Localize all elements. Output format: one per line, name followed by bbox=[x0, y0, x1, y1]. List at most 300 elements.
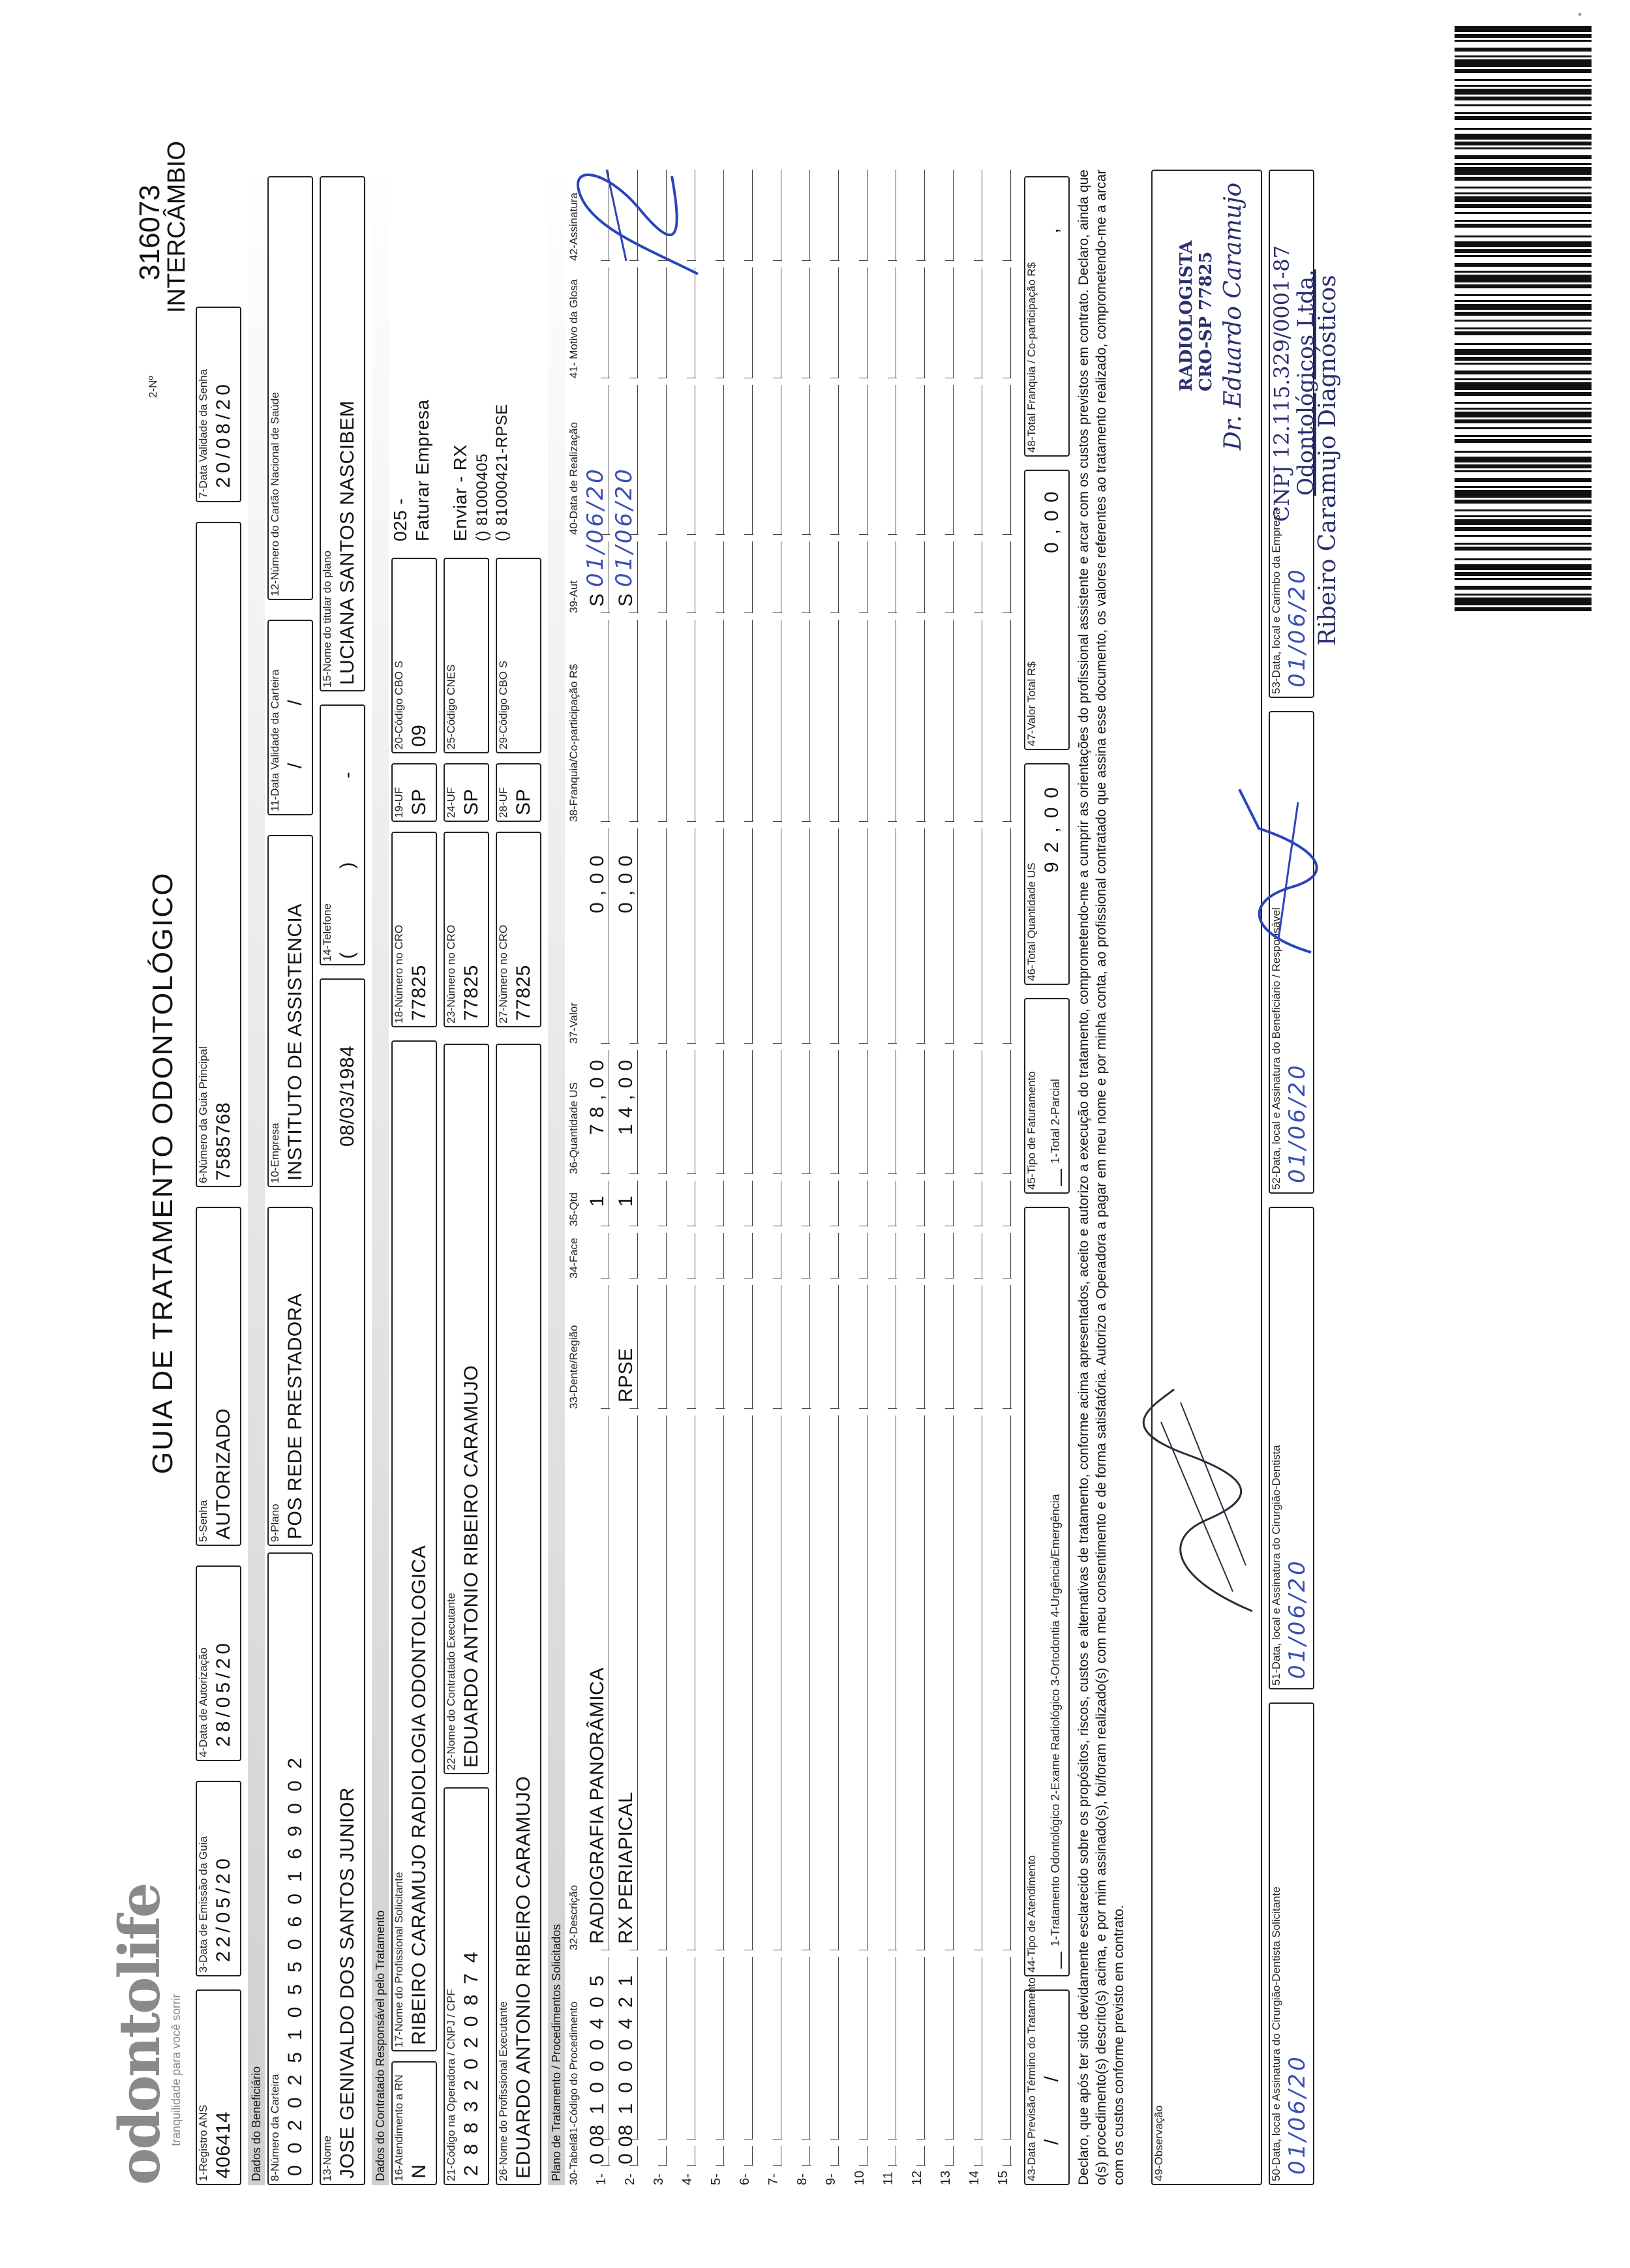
cell-underline[interactable] bbox=[1010, 1285, 1011, 1409]
cell-underline[interactable] bbox=[723, 1181, 724, 1226]
barcode-bar bbox=[1455, 402, 1592, 404]
cell-underline[interactable] bbox=[666, 620, 667, 822]
cell-tick bbox=[687, 1408, 696, 1409]
barcode-bar bbox=[1455, 85, 1592, 87]
cell-tick bbox=[716, 534, 725, 535]
cell-underline[interactable] bbox=[1010, 2146, 1011, 2166]
cell-underline[interactable] bbox=[809, 267, 810, 378]
cell-underline[interactable] bbox=[637, 1181, 638, 1226]
cell-underline[interactable] bbox=[924, 620, 925, 822]
cell-tick bbox=[629, 612, 639, 613]
executing-professional: EDUARDO ANTONIO RIBEIRO CARAMUJO bbox=[513, 1776, 534, 2179]
cell-tick bbox=[916, 260, 926, 261]
barcode-bar bbox=[1455, 59, 1592, 67]
barcode-bar bbox=[1455, 558, 1592, 560]
barcode bbox=[1455, 26, 1592, 626]
cell-underline[interactable] bbox=[924, 1415, 925, 1950]
cell-underline[interactable] bbox=[809, 385, 810, 535]
rn-attendance: N bbox=[408, 2164, 430, 2179]
cell-underline[interactable] bbox=[637, 541, 638, 613]
cell-underline[interactable] bbox=[666, 1181, 667, 1226]
password-validity: 20/08/20 bbox=[213, 380, 234, 488]
cell-tick bbox=[687, 1043, 696, 1044]
cell-underline[interactable] bbox=[752, 828, 753, 1044]
cell-underline[interactable] bbox=[637, 2146, 638, 2166]
barcode-bar bbox=[1455, 112, 1592, 114]
barcode-bar bbox=[1455, 249, 1592, 253]
cell-tick bbox=[888, 260, 897, 261]
cell-underline[interactable] bbox=[953, 1957, 954, 2139]
cell-tick bbox=[629, 1408, 639, 1409]
barcode-bar bbox=[1455, 327, 1592, 329]
cell-underline[interactable] bbox=[867, 267, 868, 378]
cell-tick bbox=[687, 534, 696, 535]
barcode-bar bbox=[1455, 464, 1592, 468]
barcode-bar bbox=[1455, 48, 1592, 52]
cell-underline[interactable] bbox=[723, 541, 724, 613]
cell-underline[interactable] bbox=[637, 385, 638, 535]
row-number: 12 bbox=[910, 2170, 924, 2185]
barcode-bar bbox=[1455, 263, 1592, 267]
row-us-quantity: 78,00 bbox=[586, 1053, 608, 1135]
row-number: 3- bbox=[652, 2173, 666, 2185]
dentist-signature bbox=[1135, 1383, 1265, 1618]
cell-underline[interactable] bbox=[1010, 828, 1011, 1044]
cell-underline[interactable] bbox=[838, 1415, 839, 1950]
barcode-bar bbox=[1455, 187, 1592, 189]
cell-tick bbox=[802, 1173, 811, 1174]
barcode-bar bbox=[1455, 155, 1592, 159]
card-validity: / / bbox=[284, 673, 306, 768]
cell-underline[interactable] bbox=[924, 267, 925, 378]
barcode-bar bbox=[1455, 224, 1592, 228]
logo-text: odontolife bbox=[107, 1884, 173, 2185]
field-7: 7-Data Validade da Senha 20/08/20 bbox=[196, 307, 241, 502]
plan-header-38: 38-Franquia/Co-participação R$ bbox=[567, 664, 580, 822]
attendance-type-box[interactable] bbox=[1046, 1952, 1062, 1969]
section-contracted: Dados do Contratado Responsável pelo Tratamento bbox=[372, 163, 389, 2185]
field-26: 26-Nome do Profissional Executante EDUARDO ANTONIO RIBEIRO CARAMUJO bbox=[496, 1044, 541, 2185]
barcode-bar bbox=[1455, 419, 1592, 423]
cell-underline[interactable] bbox=[838, 541, 839, 613]
cell-underline[interactable] bbox=[924, 1050, 925, 1174]
cell-underline[interactable] bbox=[666, 1957, 667, 2139]
cell-underline[interactable] bbox=[809, 2146, 810, 2166]
cell-tick bbox=[744, 612, 753, 613]
company-name: INSTITUTO DE ASSISTENCIA bbox=[284, 903, 306, 1181]
cell-underline[interactable] bbox=[1010, 1415, 1011, 1950]
cell-underline[interactable] bbox=[723, 2146, 724, 2166]
cell-underline[interactable] bbox=[953, 620, 954, 822]
cell-underline[interactable] bbox=[723, 1285, 724, 1409]
cell-underline[interactable] bbox=[867, 1415, 868, 1950]
cell-underline[interactable] bbox=[752, 385, 753, 535]
cell-tick bbox=[1003, 260, 1012, 261]
cell-underline[interactable] bbox=[867, 2146, 868, 2166]
cell-tick bbox=[974, 1408, 983, 1409]
cell-underline[interactable] bbox=[924, 541, 925, 613]
cell-underline[interactable] bbox=[924, 1181, 925, 1226]
cell-tick bbox=[687, 612, 696, 613]
cell-underline[interactable] bbox=[752, 2146, 753, 2166]
cell-underline[interactable] bbox=[1010, 1050, 1011, 1174]
cell-underline[interactable] bbox=[723, 267, 724, 378]
barcode-bar bbox=[1455, 490, 1592, 498]
cell-tick bbox=[830, 821, 839, 822]
cell-underline[interactable] bbox=[838, 828, 839, 1044]
cell-underline[interactable] bbox=[723, 1050, 724, 1174]
barcode-bar bbox=[1455, 331, 1592, 335]
cell-underline[interactable] bbox=[723, 170, 724, 261]
cell-underline[interactable] bbox=[953, 1050, 954, 1174]
cell-underline[interactable] bbox=[838, 385, 839, 535]
cell-tick bbox=[629, 821, 639, 822]
field-6: 6-Número da Guia Principal 7585768 bbox=[196, 522, 241, 1187]
cell-underline[interactable] bbox=[867, 620, 868, 822]
cell-underline[interactable] bbox=[637, 1957, 638, 2139]
cell-underline[interactable] bbox=[867, 1181, 868, 1226]
cell-underline[interactable] bbox=[637, 1415, 638, 1950]
cell-underline[interactable] bbox=[838, 1957, 839, 2139]
field-44: 44-Tipo de Atendimento 1-Tratamento Odontológico 2-Exame Radiológico 3-Ortodontia 4-Urgência/Emergência bbox=[1024, 1207, 1070, 1976]
cell-tick bbox=[716, 260, 725, 261]
requesting-cbo: 09 bbox=[408, 724, 430, 747]
cell-underline[interactable] bbox=[924, 1233, 925, 1278]
stamp-company-name: Ribeiro Caramujo Diagnósticos bbox=[1314, 275, 1341, 646]
field-53: 53-Data, local e Carimbo da Empresa 01/06/20 bbox=[1269, 170, 1314, 698]
cell-tick bbox=[716, 1408, 725, 1409]
cell-tick bbox=[945, 1173, 954, 1174]
barcode-bar bbox=[1455, 300, 1592, 302]
plan-header-31: 31-Código do Procedimento bbox=[567, 2001, 580, 2139]
barcode-bar bbox=[1455, 241, 1592, 247]
plan-header-36: 36-Quantidade US bbox=[567, 1082, 580, 1174]
guide-number: 316073 bbox=[134, 185, 166, 280]
cell-underline[interactable] bbox=[953, 1233, 954, 1278]
cell-tick bbox=[974, 534, 983, 535]
row-number: 7- bbox=[766, 2173, 781, 2185]
field-47: 47-Valor Total R$ 0,00 bbox=[1024, 470, 1070, 750]
field-18: 18-Número no CRO 77825 bbox=[391, 832, 437, 1027]
cell-underline[interactable] bbox=[1010, 267, 1011, 378]
barcode-bar bbox=[1455, 486, 1592, 488]
cell-tick bbox=[859, 612, 868, 613]
cell-tick bbox=[888, 2165, 897, 2166]
cell-underline[interactable] bbox=[752, 541, 753, 613]
cell-underline[interactable] bbox=[953, 1285, 954, 1409]
cell-underline[interactable] bbox=[752, 267, 753, 378]
cell-underline[interactable] bbox=[637, 1285, 638, 1409]
cell-underline[interactable] bbox=[1010, 1957, 1011, 2139]
cell-tick bbox=[830, 1173, 839, 1174]
cell-tick bbox=[629, 2165, 639, 2166]
page-title: GUIA DE TRATAMENTO ODONTOLÓGICO bbox=[147, 871, 179, 1474]
cell-tick bbox=[658, 821, 667, 822]
cell-underline[interactable] bbox=[867, 1233, 868, 1278]
barcode-bar bbox=[1455, 34, 1592, 38]
cell-tick bbox=[830, 260, 839, 261]
total-us: 92,00 bbox=[1041, 778, 1063, 873]
row-quantity: 1 bbox=[586, 1195, 608, 1207]
cell-tick bbox=[802, 821, 811, 822]
cell-underline[interactable] bbox=[1010, 1233, 1011, 1278]
cell-underline[interactable] bbox=[723, 1233, 724, 1278]
cell-underline[interactable] bbox=[924, 170, 925, 261]
cell-underline[interactable] bbox=[867, 1957, 868, 2139]
barcode-bar bbox=[1455, 500, 1592, 504]
cell-underline[interactable] bbox=[723, 1415, 724, 1950]
barcode-bar bbox=[1455, 527, 1592, 531]
cell-underline[interactable] bbox=[953, 541, 954, 613]
scan-mark bbox=[1578, 13, 1581, 16]
cell-tick bbox=[802, 260, 811, 261]
cell-underline[interactable] bbox=[637, 828, 638, 1044]
cell-underline[interactable] bbox=[809, 541, 810, 613]
cell-tick bbox=[859, 2165, 868, 2166]
cell-underline[interactable] bbox=[666, 1285, 667, 1409]
barcode-bar bbox=[1455, 294, 1592, 296]
cell-underline[interactable] bbox=[867, 541, 868, 613]
cell-underline[interactable] bbox=[838, 2146, 839, 2166]
executing-contractor: EDUARDO ANTONIO RIBEIRO CARAMUJO bbox=[460, 1365, 482, 1768]
cell-underline[interactable] bbox=[666, 541, 667, 613]
cell-tick bbox=[916, 1043, 926, 1044]
cell-underline[interactable] bbox=[666, 1415, 667, 1950]
cell-underline[interactable] bbox=[1010, 385, 1011, 535]
barcode-bar bbox=[1455, 543, 1592, 545]
stamp-role: RADIOLOGISTA bbox=[1177, 240, 1196, 391]
plan-header-40: 40-Data de Realização bbox=[567, 422, 580, 535]
barcode-bar bbox=[1455, 304, 1592, 310]
cell-underline[interactable] bbox=[752, 1957, 753, 2139]
cell-underline[interactable] bbox=[752, 620, 753, 822]
cell-underline[interactable] bbox=[752, 1285, 753, 1409]
cell-underline[interactable] bbox=[752, 1050, 753, 1174]
cell-tick bbox=[945, 1043, 954, 1044]
cell-underline[interactable] bbox=[809, 1285, 810, 1409]
cell-underline[interactable] bbox=[809, 1233, 810, 1278]
cell-underline[interactable] bbox=[924, 385, 925, 535]
plan-header-35: 35-Qtd bbox=[567, 1192, 580, 1226]
cell-tick bbox=[687, 2165, 696, 2166]
cell-underline[interactable] bbox=[666, 1233, 667, 1278]
row-description: RX PERIAPICAL bbox=[615, 1791, 637, 1944]
cell-underline[interactable] bbox=[838, 1285, 839, 1409]
cell-underline[interactable] bbox=[924, 2146, 925, 2166]
cell-tick bbox=[601, 1408, 610, 1409]
barcode-bar bbox=[1455, 392, 1592, 396]
cell-underline[interactable] bbox=[924, 1957, 925, 2139]
billing-type-box[interactable] bbox=[1046, 1169, 1062, 1186]
cell-underline[interactable] bbox=[752, 1181, 753, 1226]
stamp-cro: CRO-SP 77825 bbox=[1196, 251, 1216, 391]
cell-underline[interactable] bbox=[838, 620, 839, 822]
barcode-bar bbox=[1455, 586, 1592, 590]
barcode-bar bbox=[1455, 509, 1592, 511]
barcode-bar bbox=[1455, 128, 1592, 130]
cell-tick bbox=[859, 260, 868, 261]
cell-tick bbox=[773, 534, 782, 535]
cell-underline[interactable] bbox=[867, 1285, 868, 1409]
field-19: 19-UF SP bbox=[391, 763, 437, 822]
barcode-bar bbox=[1455, 594, 1592, 596]
cell-underline[interactable] bbox=[809, 170, 810, 261]
cell-underline[interactable] bbox=[953, 1181, 954, 1226]
card-number: 0020251055060169002 bbox=[284, 1746, 306, 2176]
cell-underline[interactable] bbox=[809, 828, 810, 1044]
cell-underline[interactable] bbox=[809, 1050, 810, 1174]
row-number: 8- bbox=[795, 2173, 809, 2185]
row-table: 00 bbox=[615, 2129, 637, 2164]
row-number: 6- bbox=[738, 2173, 752, 2185]
cell-underline[interactable] bbox=[867, 385, 868, 535]
cell-underline[interactable] bbox=[953, 170, 954, 261]
cell-underline[interactable] bbox=[1010, 1181, 1011, 1226]
cell-underline[interactable] bbox=[723, 385, 724, 535]
cell-tick bbox=[744, 1043, 753, 1044]
cell-tick bbox=[974, 1043, 983, 1044]
cell-tick bbox=[716, 821, 725, 822]
company-stamp-date: 01/06/20 bbox=[1284, 567, 1310, 688]
stamp-cnpj: CNPJ 12.115.329/0001-87 bbox=[1269, 245, 1294, 522]
cell-underline[interactable] bbox=[666, 2146, 667, 2166]
note-code-2: () 81000421-RPSE bbox=[493, 404, 511, 541]
barcode-bar bbox=[1455, 235, 1592, 237]
note-code: 025 - bbox=[390, 498, 410, 541]
cell-tick bbox=[1003, 534, 1012, 535]
barcode-bar bbox=[1455, 255, 1592, 257]
cell-underline[interactable] bbox=[809, 620, 810, 822]
cell-underline[interactable] bbox=[637, 1050, 638, 1174]
cell-tick bbox=[888, 612, 897, 613]
cell-underline[interactable] bbox=[637, 620, 638, 822]
field-9: 9-Plano POS REDE PRESTADORA bbox=[267, 1207, 313, 1546]
cell-underline[interactable] bbox=[838, 1181, 839, 1226]
field-10: 10-Empresa INSTITUTO DE ASSISTENCIA bbox=[267, 835, 313, 1187]
cell-tick bbox=[974, 260, 983, 261]
cell-tick bbox=[916, 534, 926, 535]
requesting-professional: RIBEIRO CARAMUJO RADIOLOGIA ODONTOLOGICA bbox=[408, 1545, 430, 2045]
cell-tick bbox=[716, 612, 725, 613]
cell-underline[interactable] bbox=[953, 2146, 954, 2166]
barcode-bar bbox=[1455, 26, 1592, 32]
barcode-bar bbox=[1455, 578, 1592, 580]
barcode-bar bbox=[1455, 220, 1592, 222]
cell-tick bbox=[773, 612, 782, 613]
field-3: 3-Data de Emissão da Guia 22/05/20 bbox=[196, 1781, 241, 1976]
barcode-bar bbox=[1455, 370, 1592, 374]
attendance-type-options: 1-Tratamento Odontológico 2-Exame Radiológico 3-Ortodontia 4-Urgência/Emergência bbox=[1049, 1494, 1062, 1946]
cell-underline[interactable] bbox=[809, 1181, 810, 1226]
cell-underline[interactable] bbox=[752, 1415, 753, 1950]
cell-tick bbox=[773, 1173, 782, 1174]
cell-underline[interactable] bbox=[953, 385, 954, 535]
total-value: 0,00 bbox=[1041, 483, 1063, 553]
operator-code: 28832020874 bbox=[460, 1941, 482, 2176]
cell-tick bbox=[859, 1408, 868, 1409]
cell-underline[interactable] bbox=[838, 170, 839, 261]
row-number: 1- bbox=[594, 2173, 609, 2185]
field-22: 22-Nome do Contratado Executante EDUARDO ANTONIO RIBEIRO CARAMUJO bbox=[444, 1044, 489, 1774]
password: AUTORIZADO bbox=[213, 1408, 234, 1539]
row-signature bbox=[567, 157, 711, 287]
barcode-bar bbox=[1455, 470, 1592, 472]
cell-tick bbox=[888, 1408, 897, 1409]
cell-underline[interactable] bbox=[867, 828, 868, 1044]
row-description: RADIOGRAFIA PANORÂMICA bbox=[586, 1667, 608, 1944]
requesting-cro: 77825 bbox=[408, 965, 430, 1021]
row-value: 0,00 bbox=[615, 849, 637, 913]
cell-tick bbox=[916, 1173, 926, 1174]
cell-underline[interactable] bbox=[838, 1233, 839, 1278]
barcode-bar bbox=[1455, 457, 1592, 462]
cell-tick bbox=[859, 1043, 868, 1044]
cell-underline[interactable] bbox=[867, 1050, 868, 1174]
row-quantity: 1 bbox=[615, 1195, 637, 1207]
cell-underline[interactable] bbox=[1010, 170, 1011, 261]
cell-underline[interactable] bbox=[924, 1285, 925, 1409]
cell-underline[interactable] bbox=[1010, 541, 1011, 613]
cell-underline[interactable] bbox=[953, 1415, 954, 1950]
barcode-bar bbox=[1455, 478, 1592, 482]
field-4: 4-Data de Autorização 28/05/20 bbox=[196, 1565, 241, 1761]
cell-underline[interactable] bbox=[637, 1233, 638, 1278]
cell-underline[interactable] bbox=[953, 267, 954, 378]
cell-underline[interactable] bbox=[924, 828, 925, 1044]
cell-tick bbox=[687, 821, 696, 822]
cell-tick bbox=[773, 2165, 782, 2166]
barcode-bar bbox=[1455, 357, 1592, 361]
cell-underline[interactable] bbox=[809, 1957, 810, 2139]
cell-underline[interactable] bbox=[752, 170, 753, 261]
billing-type-options: 1-Total 2-Parcial bbox=[1049, 1078, 1062, 1164]
cell-tick bbox=[974, 612, 983, 613]
cell-underline[interactable] bbox=[723, 1957, 724, 2139]
cell-tick bbox=[802, 1043, 811, 1044]
cell-underline[interactable] bbox=[1010, 620, 1011, 822]
cell-tick bbox=[888, 821, 897, 822]
total-franchise: , bbox=[1041, 224, 1063, 234]
cell-tick bbox=[744, 1173, 753, 1174]
barcode-bar bbox=[1455, 167, 1592, 175]
cell-tick bbox=[888, 534, 897, 535]
row-number: 9- bbox=[824, 2173, 838, 2185]
plan-header-30: 30-Tabela bbox=[567, 2136, 580, 2185]
cell-underline[interactable] bbox=[867, 170, 868, 261]
field-23: 23-Número no CRO 77825 bbox=[444, 832, 489, 1027]
requesting-dentist-date: 01/06/20 bbox=[1284, 2054, 1310, 2175]
cell-underline[interactable] bbox=[838, 1050, 839, 1174]
cell-tick bbox=[716, 1043, 725, 1044]
cell-underline[interactable] bbox=[752, 1233, 753, 1278]
cell-underline[interactable] bbox=[666, 1050, 667, 1174]
plan-header-37: 37-Valor bbox=[567, 1003, 580, 1044]
cell-underline[interactable] bbox=[666, 828, 667, 1044]
field-15: 15-Nome do titular do plano LUCIANA SANTOS NASCIBEM bbox=[320, 176, 365, 691]
cell-tick bbox=[830, 1408, 839, 1409]
cell-underline[interactable] bbox=[723, 828, 724, 1044]
cell-underline[interactable] bbox=[666, 385, 667, 535]
cell-underline[interactable] bbox=[838, 267, 839, 378]
plan-header-32: 32-Descrição bbox=[567, 1884, 580, 1950]
cell-underline[interactable] bbox=[723, 620, 724, 822]
cell-underline[interactable] bbox=[809, 1415, 810, 1950]
cell-tick bbox=[945, 821, 954, 822]
cell-underline[interactable] bbox=[953, 828, 954, 1044]
cell-tick bbox=[802, 612, 811, 613]
field-20: 20-Código CBO S 09 bbox=[391, 558, 437, 753]
barcode-bar bbox=[1455, 312, 1592, 316]
